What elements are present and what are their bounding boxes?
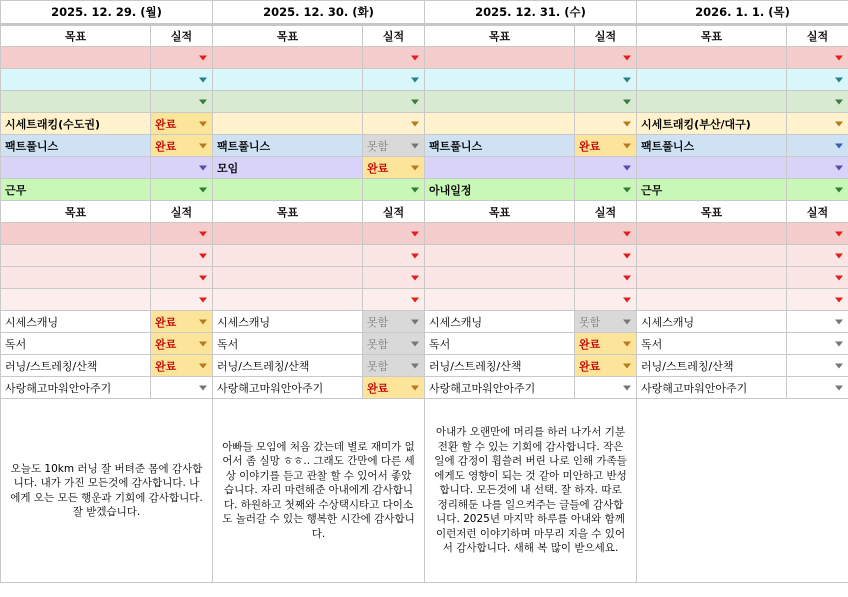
result-dropdown[interactable]: 완료 — [151, 113, 213, 135]
result-dropdown[interactable] — [575, 113, 637, 135]
dropdown-arrow-icon[interactable] — [411, 297, 419, 302]
habit-result-dropdown[interactable] — [787, 355, 848, 377]
dropdown-arrow-icon[interactable] — [623, 341, 631, 346]
date-header: 2025. 12. 30. (화) — [213, 1, 425, 25]
result-column-header: 실적 — [363, 25, 425, 47]
result-column-header: 실적 — [363, 201, 425, 223]
dropdown-arrow-icon[interactable] — [411, 77, 419, 82]
habit-result-dropdown[interactable]: 못함 — [363, 333, 425, 355]
habit-goal-cell[interactable]: 러닝/스트레칭/산책 — [425, 355, 575, 377]
goal-cell[interactable] — [637, 289, 787, 311]
dropdown-arrow-icon[interactable] — [835, 385, 843, 390]
habit-goal-cell[interactable]: 시세스캐닝 — [1, 311, 151, 333]
result-column-header: 실적 — [575, 25, 637, 47]
dropdown-arrow-icon[interactable] — [623, 275, 631, 280]
goal-cell[interactable] — [637, 157, 787, 179]
result-dropdown[interactable] — [363, 179, 425, 201]
result-dropdown[interactable] — [787, 157, 848, 179]
habit-result-dropdown[interactable] — [575, 377, 637, 399]
habit-result-dropdown[interactable] — [787, 311, 848, 333]
goal-cell[interactable] — [425, 69, 575, 91]
habit-goal-cell[interactable]: 사랑해고마워안아주기 — [637, 377, 787, 399]
result-dropdown[interactable] — [787, 179, 848, 201]
dropdown-arrow-icon[interactable] — [199, 77, 207, 82]
habit-goal-cell[interactable]: 사랑해고마워안아주기 — [1, 377, 151, 399]
goal-cell[interactable] — [637, 245, 787, 267]
result-column-header: 실적 — [787, 25, 848, 47]
habit-goal-cell[interactable]: 러닝/스트레칭/산책 — [213, 355, 363, 377]
result-dropdown[interactable] — [363, 223, 425, 245]
goal-column-header: 목표 — [425, 25, 575, 47]
dropdown-arrow-icon[interactable] — [623, 253, 631, 258]
goal-column-header: 목표 — [1, 201, 151, 223]
dropdown-arrow-icon[interactable] — [623, 319, 631, 324]
result-column-header: 실적 — [151, 201, 213, 223]
goal-cell[interactable] — [637, 91, 787, 113]
dropdown-arrow-icon[interactable] — [411, 99, 419, 104]
dropdown-arrow-icon[interactable] — [199, 319, 207, 324]
goal-cell[interactable]: 모임 — [213, 157, 363, 179]
habit-goal-cell[interactable]: 독서 — [637, 333, 787, 355]
habit-result-dropdown[interactable]: 완료 — [151, 311, 213, 333]
goal-cell[interactable] — [1, 289, 151, 311]
dropdown-arrow-icon[interactable] — [623, 297, 631, 302]
dropdown-arrow-icon[interactable] — [835, 99, 843, 104]
dropdown-arrow-icon[interactable] — [199, 55, 207, 60]
dropdown-arrow-icon[interactable] — [835, 231, 843, 236]
result-dropdown[interactable] — [151, 91, 213, 113]
dropdown-arrow-icon[interactable] — [411, 187, 419, 192]
habit-goal-cell[interactable]: 러닝/스트레칭/산책 — [1, 355, 151, 377]
goal-cell[interactable] — [637, 69, 787, 91]
dropdown-arrow-icon[interactable] — [199, 231, 207, 236]
habit-result-dropdown[interactable]: 완료 — [575, 333, 637, 355]
goal-cell[interactable] — [1, 223, 151, 245]
habit-result-dropdown[interactable]: 못함 — [575, 311, 637, 333]
goal-cell[interactable] — [1, 245, 151, 267]
result-dropdown[interactable] — [363, 289, 425, 311]
result-dropdown[interactable] — [575, 267, 637, 289]
result-dropdown[interactable] — [575, 289, 637, 311]
dropdown-arrow-icon[interactable] — [835, 275, 843, 280]
dropdown-arrow-icon[interactable] — [623, 77, 631, 82]
goal-cell[interactable] — [425, 223, 575, 245]
habit-goal-cell[interactable]: 러닝/스트레칭/산책 — [637, 355, 787, 377]
result-dropdown[interactable] — [151, 223, 213, 245]
goal-cell[interactable] — [1, 91, 151, 113]
dropdown-arrow-icon[interactable] — [835, 143, 843, 148]
result-dropdown[interactable] — [151, 47, 213, 69]
goal-cell[interactable] — [1, 157, 151, 179]
habit-result-dropdown[interactable]: 완료 — [151, 355, 213, 377]
gratitude-memo-cell[interactable]: 아빠들 모임에 처음 갔는데 별로 재미가 없어서 좀 실망 ㅎㅎ.. 그래도 간만에 다른 세상 이야기를 듣고 관찰 할 수 있어서 좋았습니다. 자리 마련해준 아내에게 감사합니다. 하원하고 첫째와 수상택시타고 다이소도 놀러갈 수 있는 행복한 시간에 감사합니다. — [213, 399, 425, 583]
gratitude-memo-cell[interactable] — [637, 399, 848, 583]
dropdown-arrow-icon[interactable] — [411, 319, 419, 324]
result-dropdown[interactable] — [151, 69, 213, 91]
dropdown-arrow-icon[interactable] — [199, 99, 207, 104]
result-dropdown[interactable]: 못함 — [363, 135, 425, 157]
dropdown-arrow-icon[interactable] — [411, 363, 419, 368]
habit-goal-cell[interactable]: 독서 — [213, 333, 363, 355]
dropdown-arrow-icon[interactable] — [411, 253, 419, 258]
result-dropdown[interactable] — [151, 179, 213, 201]
result-dropdown[interactable] — [363, 91, 425, 113]
goal-cell[interactable] — [213, 289, 363, 311]
dropdown-arrow-icon[interactable] — [199, 341, 207, 346]
habit-result-dropdown[interactable]: 완료 — [363, 377, 425, 399]
dropdown-arrow-icon[interactable] — [623, 165, 631, 170]
dropdown-arrow-icon[interactable] — [411, 121, 419, 126]
goal-cell[interactable] — [425, 157, 575, 179]
goal-cell[interactable] — [637, 223, 787, 245]
goal-cell[interactable] — [213, 69, 363, 91]
goal-cell[interactable] — [425, 91, 575, 113]
dropdown-arrow-icon[interactable] — [623, 385, 631, 390]
dropdown-arrow-icon[interactable] — [623, 187, 631, 192]
goal-cell[interactable] — [425, 47, 575, 69]
dropdown-arrow-icon[interactable] — [835, 297, 843, 302]
result-dropdown[interactable] — [787, 113, 848, 135]
goal-cell[interactable]: 팩트풀니스 — [637, 135, 787, 157]
goal-cell[interactable] — [213, 245, 363, 267]
goal-cell[interactable]: 시세트래킹(부산/대구) — [637, 113, 787, 135]
result-dropdown[interactable] — [151, 289, 213, 311]
goal-cell[interactable] — [1, 69, 151, 91]
result-dropdown[interactable] — [363, 267, 425, 289]
goal-cell[interactable] — [213, 47, 363, 69]
dropdown-arrow-icon[interactable] — [835, 319, 843, 324]
goal-column-header: 목표 — [1, 25, 151, 47]
goal-cell[interactable]: 팩트풀니스 — [425, 135, 575, 157]
goal-cell[interactable]: 팩트풀니스 — [213, 135, 363, 157]
dropdown-arrow-icon[interactable] — [199, 165, 207, 170]
date-header: 2026. 1. 1. (목) — [637, 1, 848, 25]
goal-cell[interactable]: 시세트래킹(수도권) — [1, 113, 151, 135]
dropdown-arrow-icon[interactable] — [835, 253, 843, 258]
habit-goal-cell[interactable]: 사랑해고마워안아주기 — [213, 377, 363, 399]
goal-cell[interactable] — [1, 47, 151, 69]
goal-cell[interactable] — [425, 113, 575, 135]
goal-cell[interactable]: 근무 — [637, 179, 787, 201]
dropdown-arrow-icon[interactable] — [623, 121, 631, 126]
result-dropdown[interactable] — [575, 69, 637, 91]
dropdown-arrow-icon[interactable] — [623, 363, 631, 368]
dropdown-arrow-icon[interactable] — [199, 121, 207, 126]
goal-cell[interactable]: 팩트풀니스 — [1, 135, 151, 157]
dropdown-arrow-icon[interactable] — [199, 253, 207, 258]
habit-result-dropdown[interactable] — [787, 377, 848, 399]
result-dropdown[interactable] — [787, 91, 848, 113]
goal-cell[interactable] — [637, 267, 787, 289]
result-dropdown[interactable] — [787, 267, 848, 289]
gratitude-memo-cell[interactable]: 오늘도 10km 러닝 잘 버텨준 몸에 감사합니다. 내가 가진 모든것에 감사합니다. 나에게 오는 모든 행운과 기회에 감사합니다. 잘 받겠습니다. — [1, 399, 213, 583]
result-dropdown[interactable] — [363, 47, 425, 69]
dropdown-arrow-icon[interactable] — [199, 363, 207, 368]
result-column-header: 실적 — [151, 25, 213, 47]
dropdown-arrow-icon[interactable] — [835, 165, 843, 170]
result-dropdown[interactable] — [363, 113, 425, 135]
dropdown-arrow-icon[interactable] — [835, 55, 843, 60]
goal-cell[interactable] — [213, 113, 363, 135]
result-dropdown[interactable] — [787, 245, 848, 267]
goal-cell[interactable] — [1, 267, 151, 289]
result-dropdown[interactable] — [363, 245, 425, 267]
goal-column-header: 목표 — [425, 201, 575, 223]
dropdown-arrow-icon[interactable] — [411, 231, 419, 236]
goal-cell[interactable] — [425, 245, 575, 267]
result-column-header: 실적 — [787, 201, 848, 223]
dropdown-arrow-icon[interactable] — [623, 231, 631, 236]
result-dropdown[interactable] — [787, 223, 848, 245]
dropdown-arrow-icon[interactable] — [411, 165, 419, 170]
goal-column-header: 목표 — [637, 25, 787, 47]
goal-column-header: 목표 — [213, 201, 363, 223]
result-dropdown[interactable]: 완료 — [363, 157, 425, 179]
result-dropdown[interactable] — [575, 245, 637, 267]
dropdown-arrow-icon[interactable] — [411, 275, 419, 280]
result-dropdown[interactable] — [575, 91, 637, 113]
goal-cell[interactable] — [213, 267, 363, 289]
goal-cell[interactable] — [425, 267, 575, 289]
habit-goal-cell[interactable]: 독서 — [425, 333, 575, 355]
result-dropdown[interactable] — [151, 157, 213, 179]
result-dropdown[interactable] — [787, 289, 848, 311]
dropdown-arrow-icon[interactable] — [199, 297, 207, 302]
result-dropdown[interactable] — [787, 69, 848, 91]
result-dropdown[interactable] — [575, 179, 637, 201]
goal-column-header: 목표 — [637, 201, 787, 223]
habit-goal-cell[interactable]: 사랑해고마워안아주기 — [425, 377, 575, 399]
dropdown-arrow-icon[interactable] — [835, 77, 843, 82]
dropdown-arrow-icon[interactable] — [835, 121, 843, 126]
goal-cell[interactable] — [213, 179, 363, 201]
dropdown-arrow-icon[interactable] — [411, 143, 419, 148]
habit-goal-cell[interactable]: 시세스캐닝 — [213, 311, 363, 333]
dropdown-arrow-icon[interactable] — [623, 55, 631, 60]
result-dropdown[interactable] — [363, 69, 425, 91]
result-dropdown[interactable] — [575, 157, 637, 179]
dropdown-arrow-icon[interactable] — [199, 385, 207, 390]
habit-result-dropdown[interactable]: 못함 — [363, 355, 425, 377]
goal-cell[interactable] — [213, 223, 363, 245]
result-dropdown[interactable]: 완료 — [151, 135, 213, 157]
dropdown-arrow-icon[interactable] — [835, 341, 843, 346]
habit-result-dropdown[interactable] — [151, 377, 213, 399]
dropdown-arrow-icon[interactable] — [199, 187, 207, 192]
dropdown-arrow-icon[interactable] — [835, 187, 843, 192]
habit-goal-cell[interactable]: 시세스캐닝 — [637, 311, 787, 333]
goal-cell[interactable] — [637, 47, 787, 69]
goal-cell[interactable] — [425, 289, 575, 311]
result-column-header: 실적 — [575, 201, 637, 223]
dropdown-arrow-icon[interactable] — [411, 385, 419, 390]
gratitude-memo-cell[interactable]: 아내가 오랜만에 머리를 하러 나가서 기분전환 할 수 있는 기회에 감사합니다. 작은일에 감정이 휩쓸려 버린 나로 인해 가족들에게도 영향이 되는 것 같아 미안하고 반성합니다. 모든것에 내 선택. 잘 하자. 따로 정리해둔 나를 일으켜주는 글들에 감사합니다. 2025년 마지막 하루를 아내와 함께 이런저런 이야기하며 마무리 지을 수 있어서 감사합니다. 새해 복 많이 받으세요. — [425, 399, 637, 583]
habit-result-dropdown[interactable]: 완료 — [575, 355, 637, 377]
goal-cell[interactable] — [213, 91, 363, 113]
date-header: 2025. 12. 29. (월) — [1, 1, 213, 25]
habit-result-dropdown[interactable]: 못함 — [363, 311, 425, 333]
goal-cell[interactable]: 아내일정 — [425, 179, 575, 201]
dropdown-arrow-icon[interactable] — [199, 143, 207, 148]
result-dropdown[interactable] — [151, 245, 213, 267]
result-dropdown[interactable] — [787, 47, 848, 69]
dropdown-arrow-icon[interactable] — [835, 363, 843, 368]
date-header: 2025. 12. 31. (수) — [425, 1, 637, 25]
result-dropdown[interactable] — [787, 135, 848, 157]
goal-cell[interactable]: 근무 — [1, 179, 151, 201]
habit-result-dropdown[interactable]: 완료 — [151, 333, 213, 355]
goal-column-header: 목표 — [213, 25, 363, 47]
result-dropdown[interactable] — [151, 267, 213, 289]
dropdown-arrow-icon[interactable] — [411, 55, 419, 60]
result-dropdown[interactable]: 완료 — [575, 135, 637, 157]
habit-result-dropdown[interactable] — [787, 333, 848, 355]
result-dropdown[interactable] — [575, 223, 637, 245]
dropdown-arrow-icon[interactable] — [623, 143, 631, 148]
dropdown-arrow-icon[interactable] — [199, 275, 207, 280]
habit-goal-cell[interactable]: 시세스캐닝 — [425, 311, 575, 333]
dropdown-arrow-icon[interactable] — [623, 99, 631, 104]
dropdown-arrow-icon[interactable] — [411, 341, 419, 346]
habit-goal-cell[interactable]: 독서 — [1, 333, 151, 355]
result-dropdown[interactable] — [575, 47, 637, 69]
